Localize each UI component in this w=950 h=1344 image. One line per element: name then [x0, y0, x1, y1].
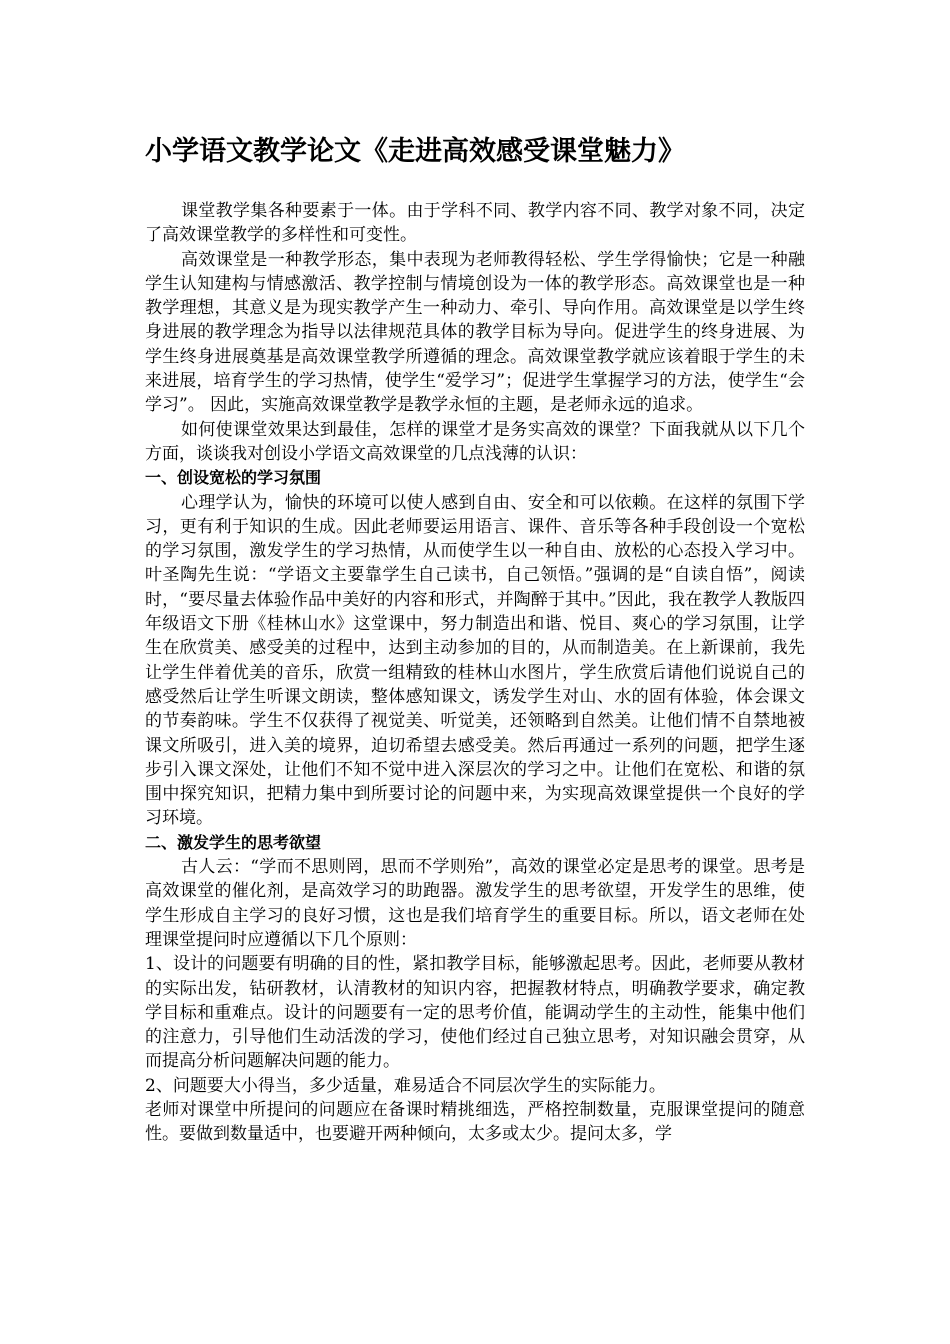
intro-paragraph-2: 高效课堂是一种教学形态，集中表现为老师教得轻松、学生学得愉快；它是一种融学生认知建构与情感激活、教学控制与情境创设为一体的教学形态。高效课堂也是一种教学理想，其意义是为现实教学产生一种动力、牵引、导向作用。高效课堂是以学生终身进展的教学理念为指导以法律规范具体的教学目标为导向。促进学生的终身进展、为学生终身进展奠基是高效课堂教学所遵循的理念。高效课堂教学就应该着眼于学生的未来进展，培育学生的学习热情，使学生“爱学习”；促进学生掌握学习的方法，使学生“会学习”。 因此，实施高效课堂教学是教学永恒的主题，是老师永远的追求。 — [145, 249, 805, 416]
intro-paragraph-1: 课堂教学集各种要素于一体。由于学科不同、教学内容不同、教学对象不同，决定了高效课堂教学的多样性和可变性。 — [145, 201, 805, 246]
intro-paragraph-3: 如何使课堂效果达到最佳，怎样的课堂才是务实高效的课堂？下面我就从以下几个方面，谈谈我对创设小学语文高效课堂的几点浅薄的认识： — [145, 419, 805, 464]
section-2-paragraph: 古人云：“学而不思则罔，思而不学则殆”，高效的课堂必定是思考的课堂。思考是高效课堂的催化剂，是高效学习的助跑器。激发学生的思考欲望，开发学生的思维，使学生形成自主学习的良好习惯，这也是我们培育学生的重要目标。所以，语文老师在处理课堂提问时应遵循以下几个原则： — [145, 857, 805, 950]
section-1-paragraph: 心理学认为，愉快的环境可以使人感到自由、安全和可以依赖。在这样的氛围下学习，更有利于知识的生成。因此老师要运用语言、课件、音乐等各种手段创设一个宽松的学习氛围，激发学生的学习热情，从而使学生以一种自由、放松的心态投入学习中。叶圣陶先生说：“学语文主要靠学生自己读书，自己领悟。”强调的是“自读自悟”，阅读时，“要尽量去体验作品中美好的内容和形式，并陶醉于其中。”因此，我在教学人教版四年级语文下册《桂林山水》这堂课中，努力制造出和谐、悦目、爽心的学习氛围，让学生在欣赏美、感受美的过程中，达到主动参加的目的，从而制造美。在上新课前，我先让学生伴着优美的音乐，欣赏一组精致的桂林山水图片，学生欣赏后请他们说说自己的感受然后让学生听课文朗读，整体感知课文，诱发学生对山、水的固有体验，体会课文的节奏韵味。学生不仅获得了视觉美、听觉美，还领略到自然美。让他们情不自禁地被课文所吸引，进入美的境界，迫切希望去感受美。然后再通过一系列的问题，把学生逐步引入课文深处，让他们不知不觉中进入深层次的学习之中。让他们在宽松、和谐的氛围中探究知识，把精力集中到所要讨论的问题中来，为实现高效课堂提供一个良好的学习环境。 — [145, 492, 805, 829]
section-heading-2: 二、激发学生的思考欲望 — [145, 832, 322, 852]
section-heading-1: 一、创设宽松的学习氛围 — [145, 468, 322, 488]
document-title: 小学语文教学论文《走进高效感受课堂魅力》 — [145, 136, 685, 167]
document-body — [145, 199, 805, 1147]
section-2-point-2: 2、问题要大小得当，多少适量，难易适合不同层次学生的实际能力。 — [145, 1075, 666, 1096]
section-2-point-1: 1、设计的问题要有明确的目的性，紧扣教学目标，能够激起思考。因此，老师要从教材的实际出发，钻研教材，认清教材的知识内容，把握教材特点，明确教学要求，确定教学目标和重难点。设计的问题要有一定的思考价值，能调动学生的主动性，能集中他们的注意力，引导他们生动活泼的学习，使他们经过自己独立思考，对知识融会贯穿，从而提高分析问题解决问题的能力。 — [145, 954, 805, 1072]
section-2-point-2-text: 老师对课堂中所提问的问题应在备课时精挑细选，严格控制数量，克服课堂提问的随意性。要做到数量适中，也要避开两种倾向，太多或太少。提问太多，学 — [145, 1099, 805, 1145]
